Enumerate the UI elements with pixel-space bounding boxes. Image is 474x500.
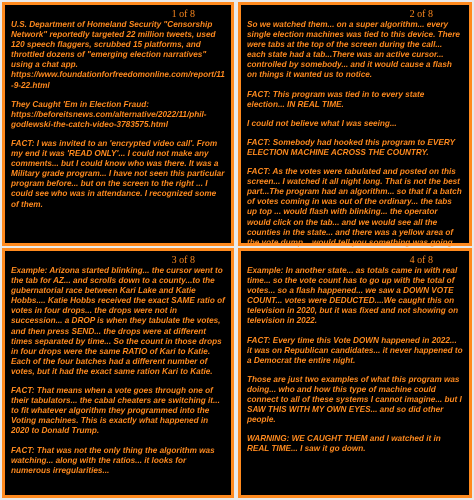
paragraph: FACT: That means when a vote goes through one of their tabulators... the cabal cheaters are switching it... to fit whatever algorithm they programmed into the Voting machines. This is exactly what happened in 2020 to Donald Trump. bbox=[11, 386, 220, 436]
paragraph: FACT: That was not the only thing the algorithm was watching... along with the ratios... it looks for numerous irregularities... bbox=[11, 445, 215, 475]
panel-page-3 bbox=[2, 248, 234, 498]
paragraph: FACT: As the votes were tabulated and posted on this screen... I watched it all night long. That is not the best part...The program had an algorithm... so that if a batch of votes coming in was out of the ordinary... the tabs up top ... would flash with blinking... the operator would click on the tab... and we would see all the counties in the state... and there was a yellow area of the vote dump... would tell you something was going bbox=[247, 167, 462, 247]
paragraph: Example: In another state... as totals came in with real time... so the vote count has to go up with the total of votes... so a flash happened... we saw a DOWN VOTE COUNT... votes were DEDUCTED....We caught this on television in 2020, but it was fixed and not showing on television in 2022. bbox=[247, 266, 459, 326]
paragraph: So we watched them... on a super algorithm... every single election machines was tied to this device. There were tabs at the top of the screen during the call... each state had a tab...There was an active cursor... controlled by somebody... and it would cause a flash on things it wanted us to notice. bbox=[247, 20, 460, 80]
paragraph: FACT: I was invited to an 'encrypted video call'. From my end it was 'READ ONLY'... I could not make any comments... but I could know who was there. It was a Military grade program... I have not seen this particular program before... but on the screen to the right ... I could see who was in attendance. I recognized some of them. bbox=[11, 138, 225, 209]
panel-page-4 bbox=[238, 248, 472, 498]
page-number: 2 of 8 bbox=[409, 9, 433, 20]
page-number: 3 of 8 bbox=[171, 255, 195, 266]
page-number: 4 of 8 bbox=[409, 255, 433, 266]
page-number: 1 of 8 bbox=[171, 9, 195, 20]
paragraph: I could not believe what I was seeing... bbox=[247, 118, 397, 128]
paragraph: Example: Arizona started blinking... the cursor went to the tab for AZ... and scrolls down to a county...to the gubernatorial race between Kari Lake and Katie Hobbs.... Katie Hobbs received the exact SAME ratio of votes in four drops... the drops were not in succession... a DROP is when they tabulate the votes, and then press SEND... the drops were at different times separated by time... So the count in those drops in four drops were the same RATIO of Kari to Katie. Each of the four batches had a different number of votes, but it had the exact same ration Kari to Katie. bbox=[11, 266, 225, 376]
paragraph: WARNING: WE CAUGHT THEM and I watched it in REAL TIME... I saw it go down. bbox=[247, 434, 441, 454]
paragraph: FACT: This program was tied in to every state election... IN REAL TIME. bbox=[247, 89, 425, 109]
paragraph: Those are just two examples of what this program was doing... who and how this type of machine could connect to all of these systems I cannot imagine... but I SAW THIS WITH MY OWN EYES... and so did other people. bbox=[247, 374, 462, 425]
panel-page-1 bbox=[2, 2, 234, 246]
paragraph: They Caught 'Em in Election Fraud: https://beforeitsnews.com/alternative/2022/11/phil-godlewski-the-catch-video-3783575.html bbox=[11, 99, 207, 129]
paragraph: FACT: Somebody had hooked this program to EVERY ELECTION MACHINE ACROSS THE COUNTRY. bbox=[247, 137, 455, 157]
paragraph: U.S. Department of Homeland Security "Censorship Network" reportedly targeted 22 million tweets, used 120 speech flaggers, scrubbed 15 platforms, and throttled dozens of "emerging election narratives" using a chat app. https://www.foundationforfreedomonline.com/report/11-9-22.html bbox=[11, 20, 225, 90]
paragraph: FACT: Every time this Vote DOWN happened in 2022... it was on Republican candidates... it never happened to a Democrat the entire night. bbox=[247, 335, 463, 365]
panel-page-2 bbox=[238, 2, 472, 246]
